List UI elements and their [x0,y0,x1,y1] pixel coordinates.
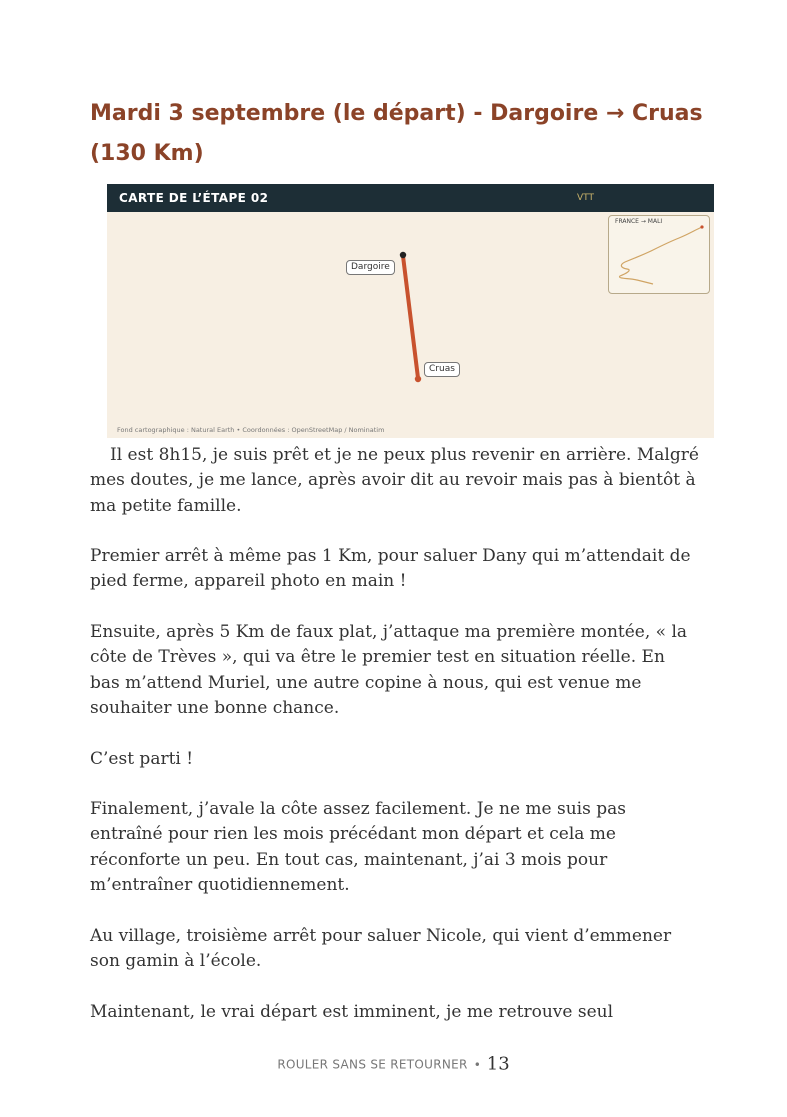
inset-label: FRANCE → MALI [615,218,663,225]
page-number: 13 [486,1053,510,1075]
end-marker [415,376,421,382]
footer-separator: • [473,1057,481,1072]
chapter-title: Mardi 3 septembre (le départ) - Dargoire → Cruas (130 Km) [90,101,703,166]
paragraph: Ensuite, après 5 Km de faux plat, j’attaque ma première montée, « la côte de Trèves », qui va être le premier test en situation réelle. En bas m’attend Muriel, une autre copine à nous, qui est venue me souhaiter une bonne chance. [90,622,688,718]
route-line [403,256,418,378]
running-title: ROULER SANS SE RETOURNER [277,1057,468,1072]
page-footer [0,1052,787,1077]
map-credit: Fond cartographique : Natural Earth • Coordonnées : OpenStreetMap / Nominatim [117,426,385,434]
paragraph: Au village, troisième arrêt pour saluer Nicole, qui vient d’emmener son gamin à l’école. [90,925,672,971]
body-text [90,443,700,1050]
start-marker [400,252,406,258]
end-place-label: Cruas [424,362,460,377]
paragraph: Finalement, j’avale la côte assez facilement. Je ne me suis pas entraîné pour rien les mois précédant mon départ et cela me réconforte un peu. En tout cas, maintenant, j’ai 3 mois pour m’entraîner quotidiennement. [90,799,626,896]
overview-inset [608,215,710,294]
start-place-label: Dargoire [346,260,395,275]
inset-route [609,216,709,293]
paragraph: C’est parti ! [90,748,194,769]
stage-map [107,184,714,438]
map-badge: VTT [577,193,594,203]
paragraph: Il est 8h15, je suis prêt et je ne peux plus revenir en arrière. Malgré mes doutes, je me lance, après avoir dit au revoir mais pas à bientôt à ma petite famille. [90,445,699,516]
map-title: CARTE DE L’ÉTAPE 02 [119,191,269,205]
paragraph: Maintenant, le vrai départ est imminent, je me retrouve seul [90,1001,614,1022]
paragraph: Premier arrêt à même pas 1 Km, pour saluer Dany qui m’attendait de pied ferme, appareil photo en main ! [90,546,691,592]
